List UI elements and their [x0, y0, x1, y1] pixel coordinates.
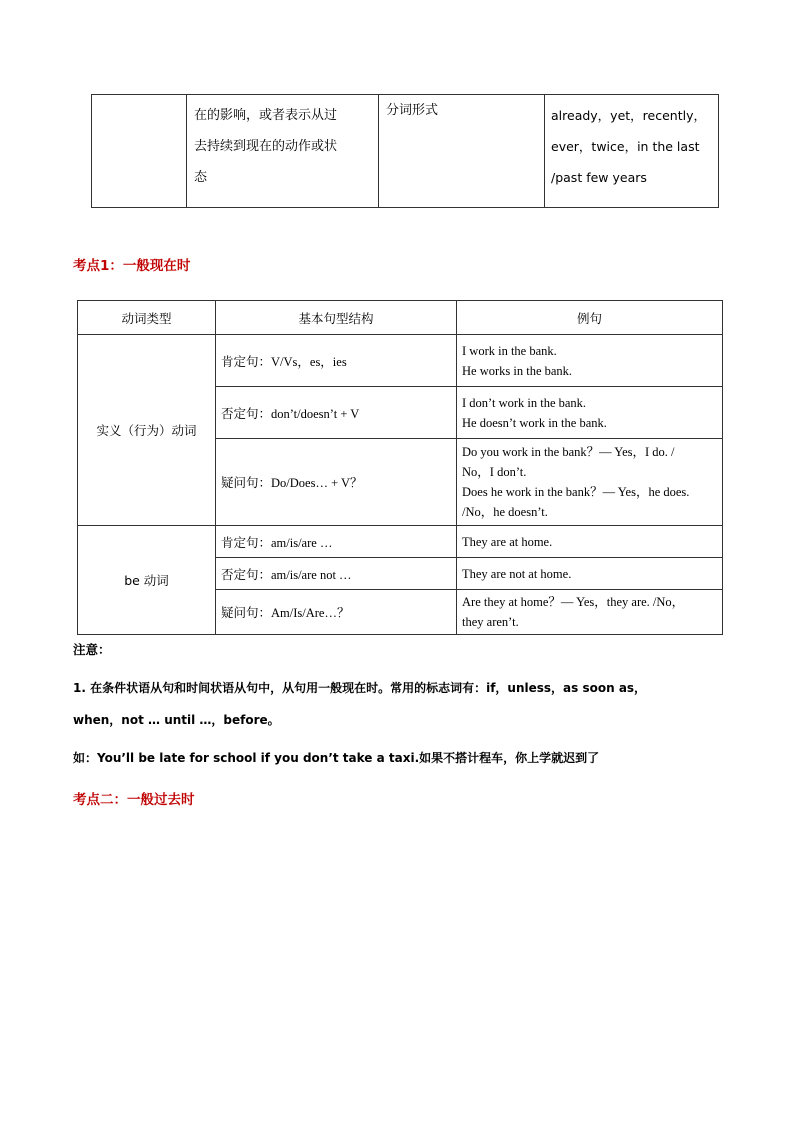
note-label: 注意： [73, 642, 111, 657]
example-cell [457, 526, 723, 558]
example-line: I don’t work in the bank. [462, 395, 587, 410]
rule-text-line-1: 1. 在条件状语从句和时间状语从句中，从句用一般现在时。常用的标志词有：if，unless，as soon as， [73, 681, 647, 695]
example-line: He works in the bank. [462, 363, 573, 378]
text-line: 去持续到现在的动作或状 [194, 139, 338, 154]
structure-cell: 否定句：am/is/are not … [216, 558, 457, 590]
example-cell [457, 335, 723, 387]
header-structure: 基本句型结构 [216, 301, 457, 335]
structure-cell: 疑问句：Do/Does… + V？ [216, 439, 457, 526]
table-cell-markers [545, 95, 719, 208]
structure-cell: 疑问句：Am/Is/Are…？ [216, 590, 457, 635]
text-line: 在的影响，或者表示从过 [194, 108, 338, 123]
example-line: I work in the bank. [462, 343, 557, 358]
example-sentence: 如：You’ll be late for school if you don’t take a taxi.如果不搭计程车，你上学就迟到了 [73, 751, 600, 765]
structure-cell: 肯定句：V/Vs，es，ies [216, 335, 457, 387]
section-heading-simple-past: 考点二：一般过去时 [73, 792, 195, 808]
example-line: They are at home. [462, 534, 553, 549]
example-line: They are not at home. [462, 566, 572, 581]
example-line: Do you work in the bank？— Yes，I do. / [462, 445, 675, 459]
example-line: Does he work in the bank？— Yes，he does. [462, 485, 690, 499]
header-verb-type: 动词类型 [78, 301, 216, 335]
table-cell-description [187, 95, 379, 208]
example-cell [457, 387, 723, 439]
group-label-be-verb: be 动词 [78, 526, 216, 635]
header-example: 例句 [457, 301, 723, 335]
text-line: already，yet，recently， [551, 108, 706, 123]
text-line: ever，twice，in the last [551, 139, 700, 154]
structure-cell: 否定句：don’t/doesn’t + V [216, 387, 457, 439]
structure-cell: 肯定句：am/is/are … [216, 526, 457, 558]
table-cell-empty [92, 95, 187, 208]
example-line: No，I don’t. [462, 465, 527, 479]
section-heading-simple-present: 考点1：一般现在时 [73, 258, 191, 274]
text-line: /past few years [551, 170, 647, 185]
group-label-action-verb: 实义（行为）动词 [78, 335, 216, 526]
example-line: He doesn’t work in the bank. [462, 415, 607, 430]
example-line: Are they at home？— Yes，they are. /No， [462, 595, 685, 609]
rule-text-line-2: when，not … until …，before。 [73, 713, 280, 727]
grammar-table [77, 300, 723, 635]
table-cell-form: 分词形式 [379, 95, 545, 208]
example-line: /No，he doesn’t. [462, 505, 548, 519]
example-cell [457, 590, 723, 635]
example-cell [457, 439, 723, 526]
text-line: 态 [194, 170, 208, 185]
example-cell [457, 558, 723, 590]
continuation-table [91, 94, 719, 208]
example-line: they aren’t. [462, 615, 519, 629]
